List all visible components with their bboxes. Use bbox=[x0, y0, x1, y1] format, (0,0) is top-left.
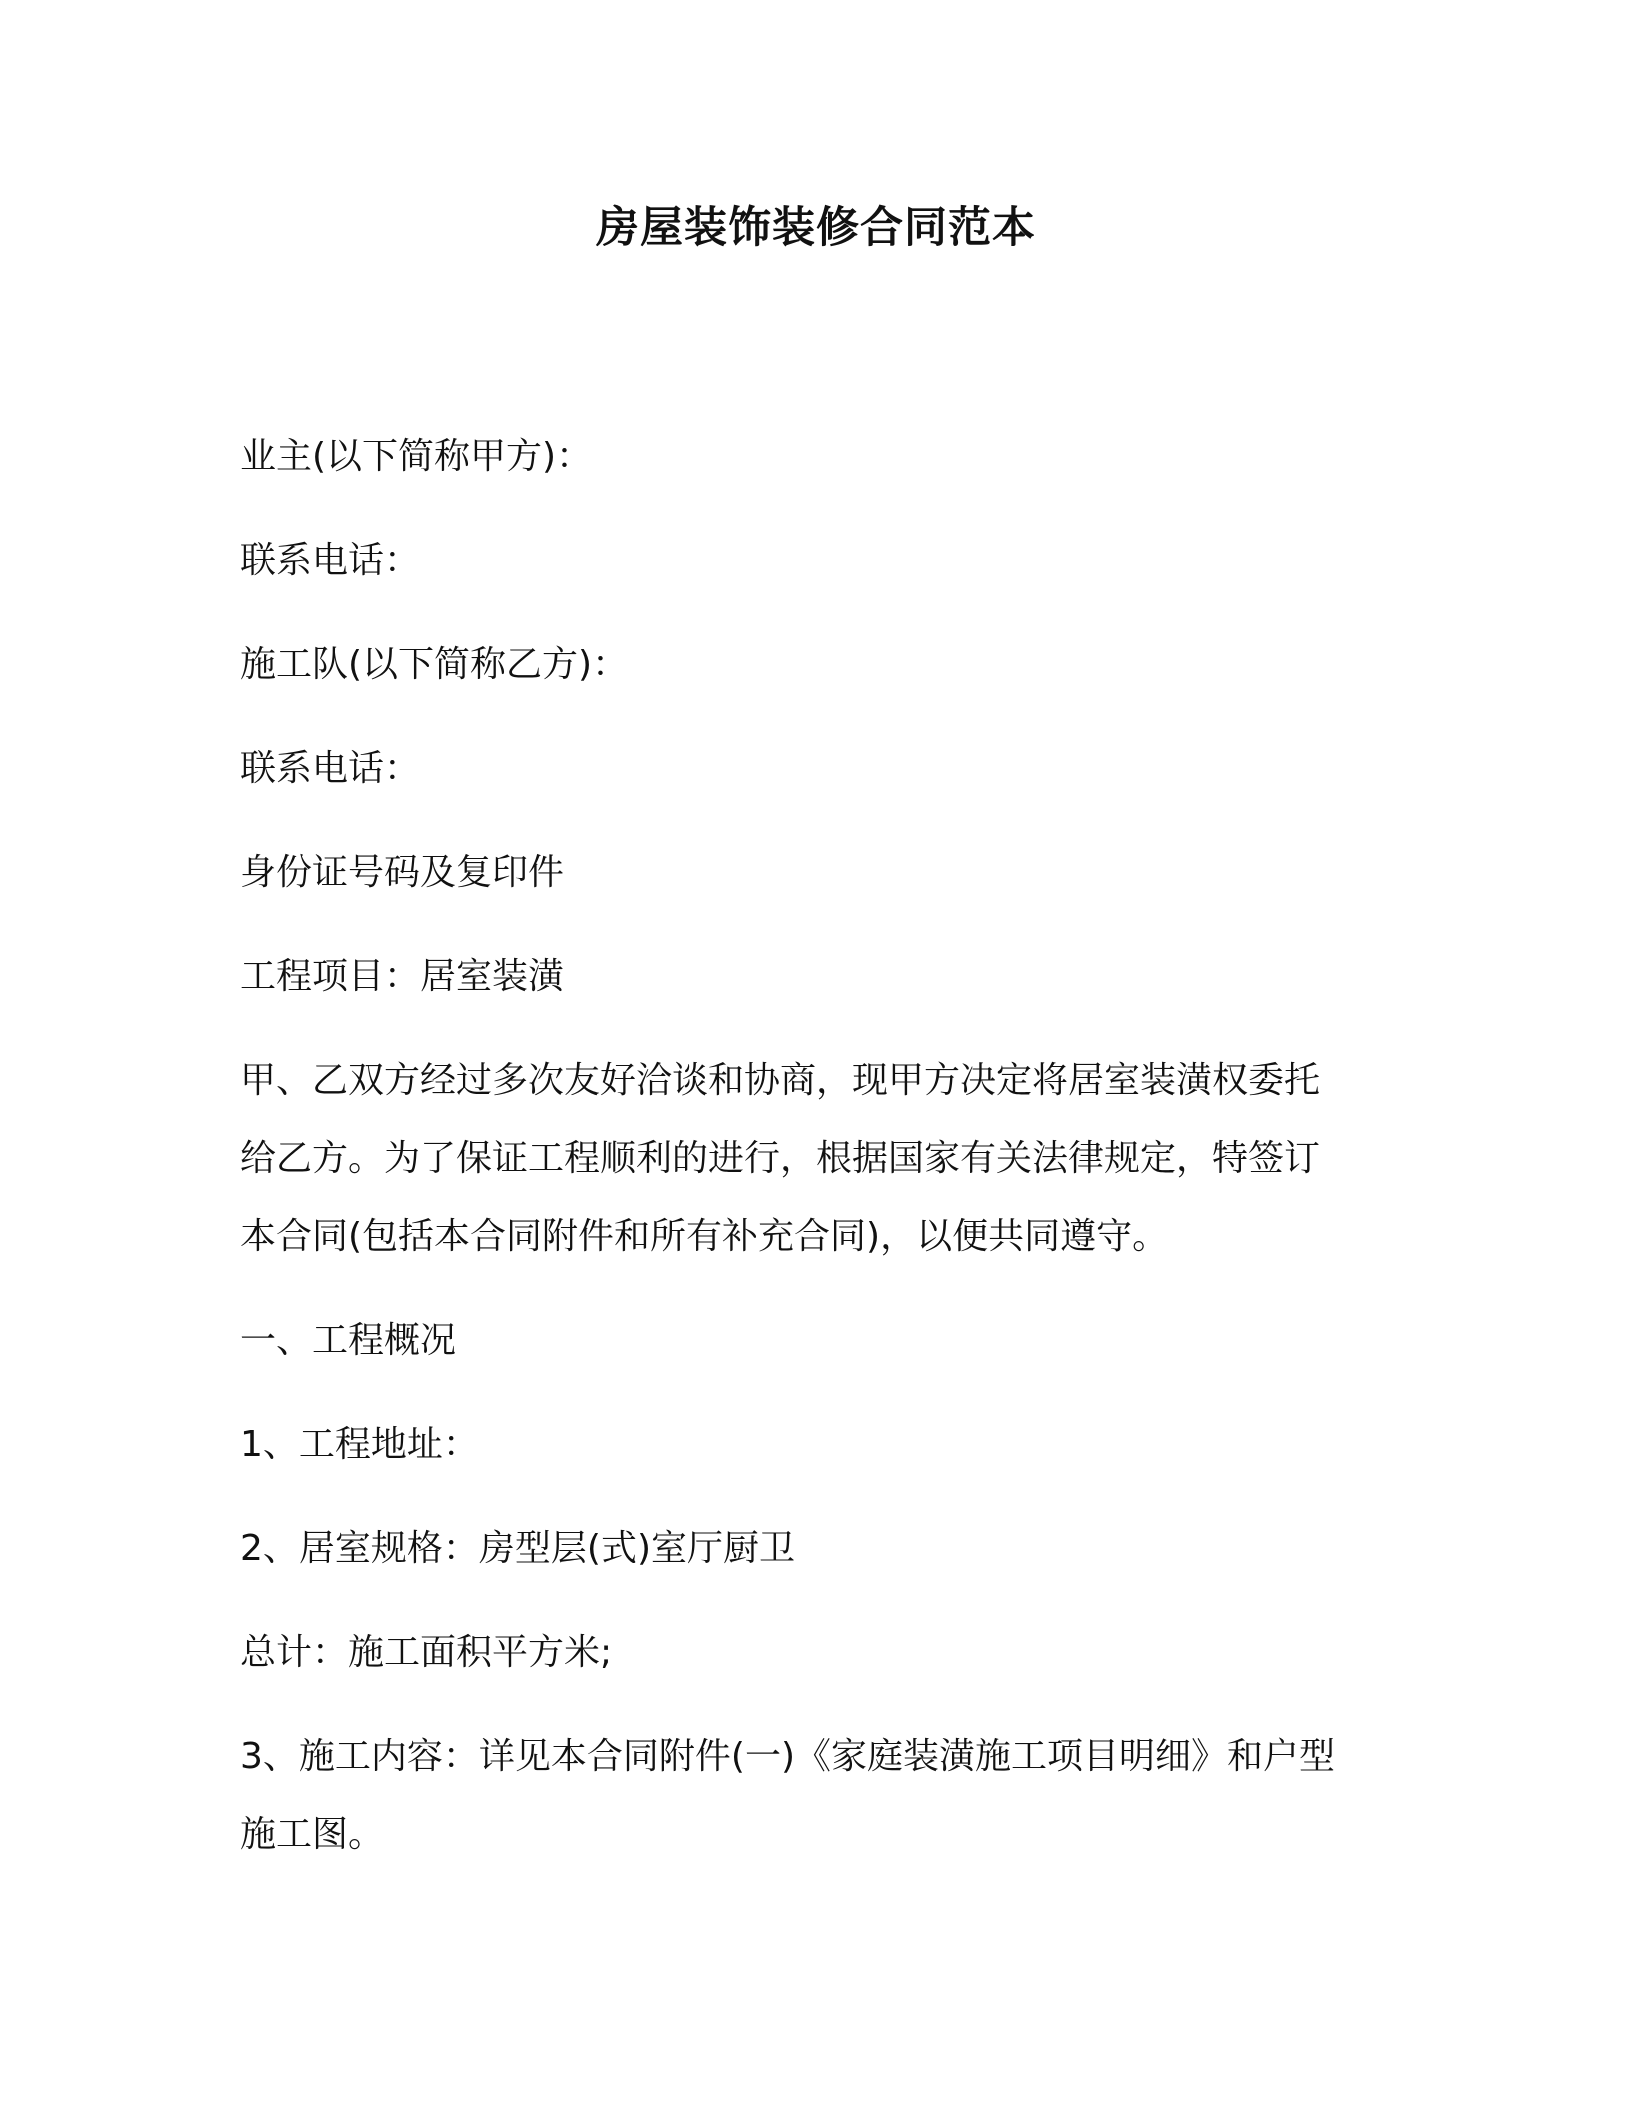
text-line: 给乙方。为了保证工程顺利的进行，根据国家有关法律规定，特签订 bbox=[240, 1138, 1321, 1179]
section-heading-project-overview bbox=[240, 1302, 1370, 1380]
contractor-phone-field bbox=[240, 730, 1370, 808]
preamble-paragraph bbox=[240, 1042, 1370, 1276]
text-line: 一、工程概况 bbox=[240, 1320, 457, 1361]
room-spec-field bbox=[240, 1510, 1370, 1588]
text-line: 施工图。 bbox=[240, 1814, 385, 1855]
owner-party-a-field bbox=[240, 418, 1370, 496]
document-body bbox=[240, 418, 1370, 1900]
text-line: 2、居室规格：房型层(式)室厅厨卫 bbox=[240, 1528, 795, 1569]
text-line: 甲、乙双方经过多次友好洽谈和协商，现甲方决定将居室装潢权委托 bbox=[240, 1060, 1321, 1101]
project-address-field bbox=[240, 1406, 1370, 1484]
text-line: 联系电话： bbox=[240, 748, 421, 789]
contractor-party-b-field bbox=[240, 626, 1370, 704]
owner-phone-field bbox=[240, 522, 1370, 600]
text-line: 总计：施工面积平方米; bbox=[240, 1632, 613, 1673]
construction-content-paragraph bbox=[240, 1718, 1370, 1874]
text-line: 工程项目：居室装潢 bbox=[240, 956, 565, 997]
text-line: 联系电话： bbox=[240, 540, 421, 581]
total-area-field bbox=[240, 1614, 1370, 1692]
text-line: 本合同(包括本合同附件和所有补充合同)，以便共同遵守。 bbox=[240, 1216, 1169, 1257]
id-number-field bbox=[240, 834, 1370, 912]
text-line: 施工队(以下简称乙方)： bbox=[240, 644, 629, 685]
project-item-field bbox=[240, 938, 1370, 1016]
text-line: 3、施工内容：详见本合同附件(一)《家庭装潢施工项目明细》和户型 bbox=[240, 1736, 1335, 1777]
text-line: 1、工程地址： bbox=[240, 1424, 479, 1465]
text-line: 身份证号码及复印件 bbox=[240, 852, 565, 893]
document-title: 房屋装饰装修合同范本 bbox=[596, 203, 1036, 253]
text-line: 业主(以下简称甲方)： bbox=[240, 436, 593, 477]
